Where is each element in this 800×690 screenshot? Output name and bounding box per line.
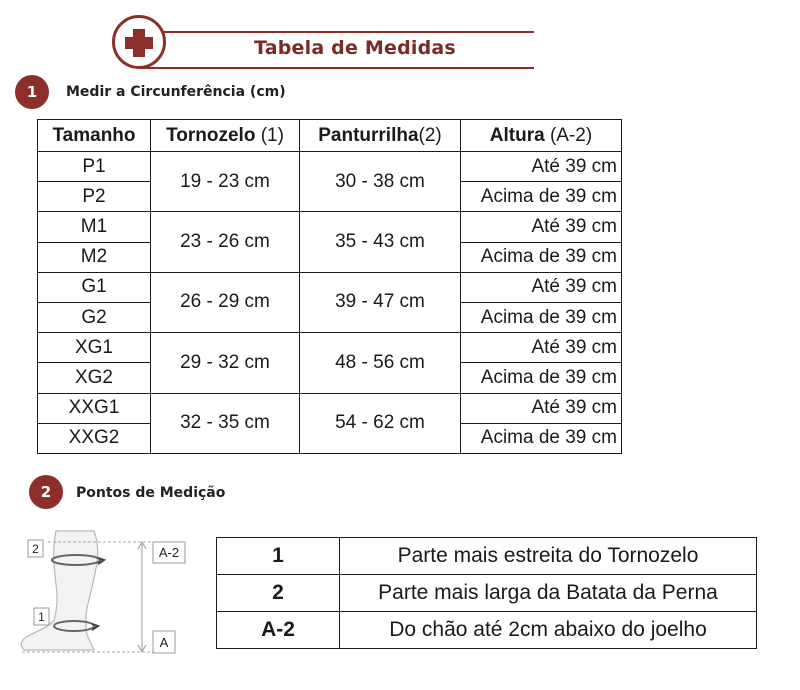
size-cell: G1 — [38, 272, 151, 302]
size-cell: M1 — [38, 212, 151, 242]
table-row — [217, 538, 757, 575]
tornozelo-range: 29 - 32 cm — [151, 333, 300, 393]
section-1-title: Medir a Circunferência (cm) — [66, 84, 286, 100]
table-row — [38, 333, 622, 363]
size-cell: XXG2 — [38, 423, 151, 453]
panturrilha-range: 30 - 38 cm — [300, 152, 461, 212]
panturrilha-range: 35 - 43 cm — [300, 212, 461, 272]
altura-cell: Acima de 39 cm — [461, 302, 622, 332]
description-cell: Parte mais estreita do Tornozelo — [340, 538, 757, 575]
header-tornozelo: Tornozelo (1) — [151, 120, 300, 152]
size-table-header — [38, 120, 622, 152]
size-cell: XG1 — [38, 333, 151, 363]
table-row — [38, 393, 622, 423]
label-a: A — [159, 635, 169, 650]
size-cell: XG2 — [38, 363, 151, 393]
tornozelo-range: 26 - 29 cm — [151, 272, 300, 332]
section-2-title: Pontos de Medição — [76, 485, 226, 501]
table-row — [217, 612, 757, 649]
header-altura: Altura (A-2) — [461, 120, 622, 152]
point-cell: 1 — [217, 538, 340, 575]
tornozelo-range: 32 - 35 cm — [151, 393, 300, 453]
medical-cross-icon-bar — [125, 37, 153, 49]
description-cell: Parte mais larga da Batata da Perna — [340, 575, 757, 612]
table-row — [38, 212, 622, 242]
altura-cell: Acima de 39 cm — [461, 423, 622, 453]
size-cell: P2 — [38, 182, 151, 212]
header-tamanho: Tamanho — [38, 120, 151, 152]
label-a2: A-2 — [158, 545, 180, 560]
altura-cell: Até 39 cm — [461, 272, 622, 302]
section-1-badge: 1 — [15, 75, 49, 109]
panturrilha-range: 39 - 47 cm — [300, 272, 461, 332]
altura-cell: Até 39 cm — [461, 393, 622, 423]
label-1: 1 — [38, 610, 45, 624]
altura-cell: Acima de 39 cm — [461, 363, 622, 393]
table-row — [38, 152, 622, 182]
tornozelo-range: 19 - 23 cm — [151, 152, 300, 212]
section-2-badge: 2 — [29, 475, 63, 509]
size-cell: P1 — [38, 152, 151, 182]
header-bottom-line — [140, 67, 534, 69]
table-row — [38, 272, 622, 302]
header-top-line — [140, 31, 534, 33]
altura-cell: Acima de 39 cm — [461, 182, 622, 212]
page-title: Tabela de Medidas — [254, 37, 456, 59]
size-cell: G2 — [38, 302, 151, 332]
size-table — [37, 119, 622, 454]
altura-cell: Até 39 cm — [461, 333, 622, 363]
leg-measurement-icon — [14, 528, 194, 663]
label-2: 2 — [32, 542, 39, 556]
description-cell: Do chão até 2cm abaixo do joelho — [340, 612, 757, 649]
point-cell: 2 — [217, 575, 340, 612]
panturrilha-range: 48 - 56 cm — [300, 333, 461, 393]
altura-cell: Até 39 cm — [461, 212, 622, 242]
panturrilha-range: 54 - 62 cm — [300, 393, 461, 453]
altura-cell: Até 39 cm — [461, 152, 622, 182]
table-row — [217, 575, 757, 612]
tornozelo-range: 23 - 26 cm — [151, 212, 300, 272]
size-cell: M2 — [38, 242, 151, 272]
header-panturrilha: Panturrilha(2) — [300, 120, 461, 152]
point-cell: A-2 — [217, 612, 340, 649]
size-cell: XXG1 — [38, 393, 151, 423]
measurement-table — [216, 537, 757, 649]
altura-cell: Acima de 39 cm — [461, 242, 622, 272]
